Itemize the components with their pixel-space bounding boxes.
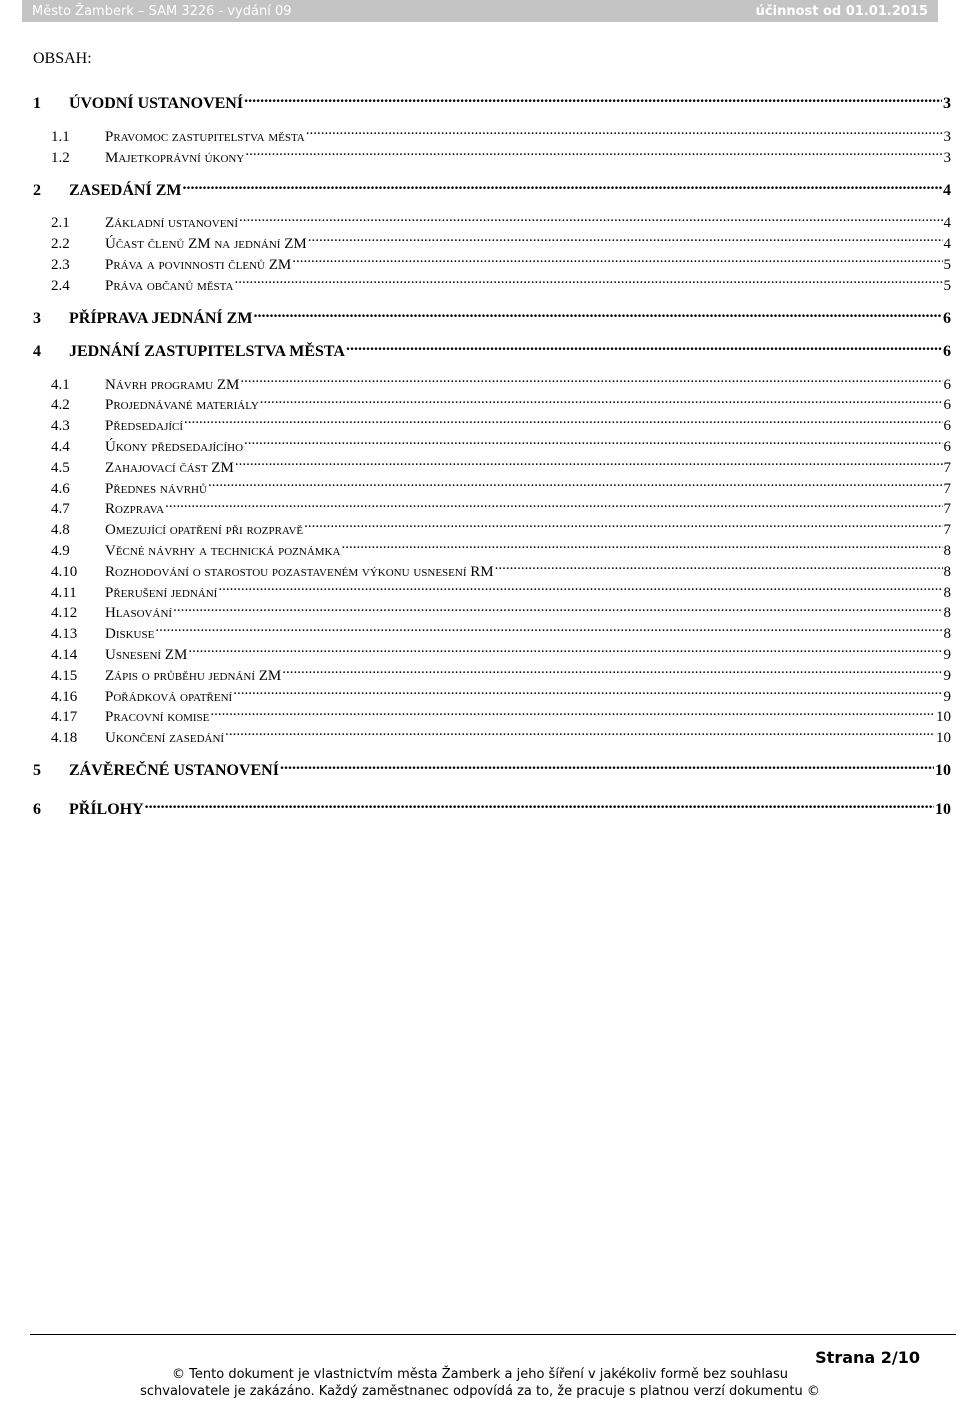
toc-entry-number: 1 <box>33 95 41 112</box>
toc-leader-dots <box>210 701 935 722</box>
toc-entry-title: Předsedající <box>105 418 184 435</box>
toc-entry-title: Práva občanů města <box>105 277 234 294</box>
toc-leader-dots <box>341 534 942 555</box>
toc-entry-title: Hlasování <box>105 605 173 622</box>
toc-leader-dots <box>244 87 942 108</box>
toc-entry-number: 4 <box>33 342 41 360</box>
toc-entry-title: Přerušení jednání <box>105 584 218 601</box>
toc-entry-s4-7[interactable] <box>33 493 951 518</box>
toc-entry-page: 8 <box>943 563 951 580</box>
toc-entry-title: Ukončení zasedání <box>105 730 225 747</box>
toc-entry-title: ÚVODNÍ USTANOVENÍ <box>69 95 244 112</box>
page-number: Strana 2/10 <box>815 1348 920 1367</box>
toc-leader-dots <box>184 409 942 430</box>
toc-entry-s4-1[interactable] <box>33 368 951 393</box>
toc-entry-s3[interactable] <box>33 302 951 327</box>
toc-leader-dots <box>188 638 942 659</box>
toc-entry-page: 4 <box>943 215 951 232</box>
toc-entry-number: 2.2 <box>51 236 70 253</box>
toc-entry-number: 4.14 <box>51 646 78 663</box>
toc-entry-page: 7 <box>943 522 951 539</box>
toc-entry-title: Pravomoc zastupitelstva města <box>105 128 305 145</box>
toc-entry-number: 4.15 <box>51 667 78 684</box>
toc-entry-number: 4.1 <box>51 376 70 393</box>
toc-entry-page: 7 <box>943 480 951 497</box>
footer-notice <box>135 1366 825 1400</box>
toc-entry-s1-1[interactable] <box>33 120 951 145</box>
toc-leader-dots <box>253 302 942 323</box>
toc-entry-page: 10 <box>936 709 951 726</box>
toc-entry-number: 4.6 <box>51 480 70 497</box>
toc-entry-s6[interactable] <box>33 793 951 819</box>
toc-entry-number: 6 <box>33 801 41 819</box>
toc-entry-page: 5 <box>943 256 951 273</box>
toc-entry-page: 9 <box>943 667 951 684</box>
toc-entry-page: 8 <box>943 626 951 643</box>
toc-entry-title: JEDNÁNÍ ZASTUPITELSTVA MĚSTA <box>69 342 345 360</box>
toc-leader-dots <box>165 493 942 514</box>
toc-entry-page: 6 <box>943 309 951 327</box>
toc-entry-title: Úkony předsedajícího <box>105 438 244 455</box>
toc-entry-page: 8 <box>943 542 951 559</box>
toc-entry-title: Diskuse <box>105 626 155 643</box>
toc-entry-page: 6 <box>943 397 951 414</box>
toc-entry-title: PŘÍLOHY <box>69 801 144 819</box>
toc-entry-number: 4.4 <box>51 438 70 455</box>
toc-entry-s1[interactable] <box>33 87 951 112</box>
toc-entry-number: 4.13 <box>51 626 78 643</box>
toc-entry-title: PŘÍPRAVA JEDNÁNÍ ZM <box>69 309 253 327</box>
toc-entry-title: Rozprava <box>105 501 165 518</box>
toc-leader-dots <box>208 472 943 493</box>
toc-entry-s2[interactable] <box>33 174 951 199</box>
footer-notice-line-2: schvalovatele je zakázáno. Každý zaměstnanec odpovídá za to, že pracuje s platnou verzí dokumentu © <box>140 1384 820 1399</box>
toc-entry-title: Věcné návrhy a technická poznámka <box>105 542 341 559</box>
toc-leader-dots <box>306 120 943 141</box>
toc-entry-s2-1[interactable] <box>33 207 951 232</box>
toc-entry-title: Přednes návrhů <box>105 480 207 497</box>
toc-entry-page: 6 <box>943 376 951 393</box>
toc-leader-dots <box>260 389 943 410</box>
toc-entry-title: Majetkoprávní úkony <box>105 149 245 166</box>
toc-entry-s4[interactable] <box>33 335 951 360</box>
toc-entry-page: 9 <box>943 688 951 705</box>
toc-entry-title: Zahajovací část ZM <box>105 459 234 476</box>
toc-leader-dots <box>245 141 942 162</box>
toc-entry-title: Návrh programu ZM <box>105 376 240 393</box>
header-document-id: Město Žamberk – SAM 3226 - vydání 09 <box>32 3 292 19</box>
toc-entry-page: 7 <box>943 459 951 476</box>
table-of-contents <box>33 50 951 819</box>
toc-leader-dots <box>346 335 942 356</box>
toc-entry-number: 4.18 <box>51 730 78 747</box>
toc-entry-title: Zápis o průběhu jednání ZM <box>105 667 282 684</box>
toc-entry-page: 10 <box>936 730 951 747</box>
toc-entry-number: 4.17 <box>51 709 78 726</box>
toc-entry-number: 5 <box>33 762 41 780</box>
toc-entry-number: 4.10 <box>51 563 78 580</box>
toc-leader-dots <box>308 227 943 248</box>
toc-leader-dots <box>218 576 942 597</box>
toc-entry-page: 8 <box>943 605 951 622</box>
toc-entry-number: 2.1 <box>51 215 70 232</box>
toc-entry-page: 8 <box>943 584 951 601</box>
toc-entry-title: ZÁVĚREČNÉ USTANOVENÍ <box>69 762 279 780</box>
toc-entry-page: 6 <box>943 418 951 435</box>
toc-entry-number: 1.1 <box>51 128 70 145</box>
toc-entry-s5[interactable] <box>33 754 951 780</box>
toc-entry-s4-14[interactable] <box>33 638 951 663</box>
toc-leader-dots <box>239 207 942 228</box>
header-effective-date: účinnost od 01.01.2015 <box>755 3 928 19</box>
toc-entry-page: 7 <box>943 501 951 518</box>
toc-entry-number: 4.12 <box>51 605 78 622</box>
toc-entry-s4-8[interactable] <box>33 513 951 539</box>
toc-leader-dots <box>495 555 943 576</box>
toc-leader-dots <box>225 721 935 742</box>
toc-leader-dots <box>235 451 943 472</box>
toc-entry-page: 3 <box>943 128 951 145</box>
toc-entry-number: 2 <box>33 181 41 199</box>
toc-entry-number: 4.9 <box>51 542 70 559</box>
toc-leader-dots <box>292 248 942 269</box>
toc-entry-number: 4.16 <box>51 688 78 705</box>
toc-leader-dots <box>145 793 934 814</box>
toc-entry-page: 5 <box>943 277 951 294</box>
toc-entry-page: 6 <box>943 438 951 455</box>
toc-entry-title: Projednávané materiály <box>105 397 259 414</box>
toc-leader-dots <box>155 617 942 638</box>
toc-entry-number: 1.2 <box>51 149 70 166</box>
toc-entry-page: 9 <box>943 646 951 663</box>
toc-leader-dots <box>244 430 942 451</box>
toc-entry-number: 3 <box>33 309 41 327</box>
toc-entry-title: Účast členů ZM na jednání ZM <box>105 236 307 253</box>
document-header <box>22 0 938 22</box>
toc-leader-dots <box>240 368 942 389</box>
toc-entry-title: ZASEDÁNÍ ZM <box>69 181 182 199</box>
toc-entry-title: Omezující opatření při rozpravě <box>105 522 304 539</box>
toc-entry-page: 4 <box>943 236 951 253</box>
toc-entry-number: 2.4 <box>51 277 70 294</box>
toc-leader-dots <box>282 659 942 680</box>
toc-entry-number: 2.3 <box>51 256 70 273</box>
toc-entry-title: Základní ustanovení <box>105 215 239 232</box>
toc-entry-title: Pořádková opatření <box>105 688 233 705</box>
toc-entry-title: Pracovní komise <box>105 709 210 726</box>
toc-entry-page: 3 <box>943 95 951 112</box>
toc-entry-title: Usnesení ZM <box>105 646 188 663</box>
toc-title: OBSAH: <box>33 50 92 67</box>
toc-entry-title: Rozhodování o starostou pozastaveném výkonu usnesení RM <box>105 563 494 580</box>
toc-leader-dots <box>233 680 942 701</box>
toc-leader-dots <box>304 513 942 534</box>
toc-entry-number: 4.3 <box>51 418 70 435</box>
toc-entry-page: 4 <box>943 181 951 199</box>
toc-entry-number: 4.2 <box>51 397 70 414</box>
toc-entry-number: 4.8 <box>51 522 70 539</box>
toc-entry-page: 3 <box>943 149 951 166</box>
toc-entry-title: Práva a povinnosti členů ZM <box>105 256 292 273</box>
toc-leader-dots <box>280 754 934 775</box>
toc-entry-number: 4.11 <box>51 584 77 601</box>
toc-entry-page: 6 <box>943 342 951 360</box>
toc-entry-page: 10 <box>935 801 951 819</box>
toc-leader-dots <box>234 269 942 290</box>
toc-entry-number: 4.7 <box>51 501 70 518</box>
toc-leader-dots <box>182 174 942 195</box>
toc-entry-s4-13[interactable] <box>33 617 951 643</box>
toc-entry-page: 10 <box>935 762 951 780</box>
toc-entry-number: 4.5 <box>51 459 70 476</box>
footer-divider <box>30 1334 956 1335</box>
footer-notice-line-1: © Tento dokument je vlastnictvím města Žamberk a jeho šíření v jakékoliv formě bez souhlasu <box>172 1367 788 1382</box>
toc-leader-dots <box>173 597 942 618</box>
